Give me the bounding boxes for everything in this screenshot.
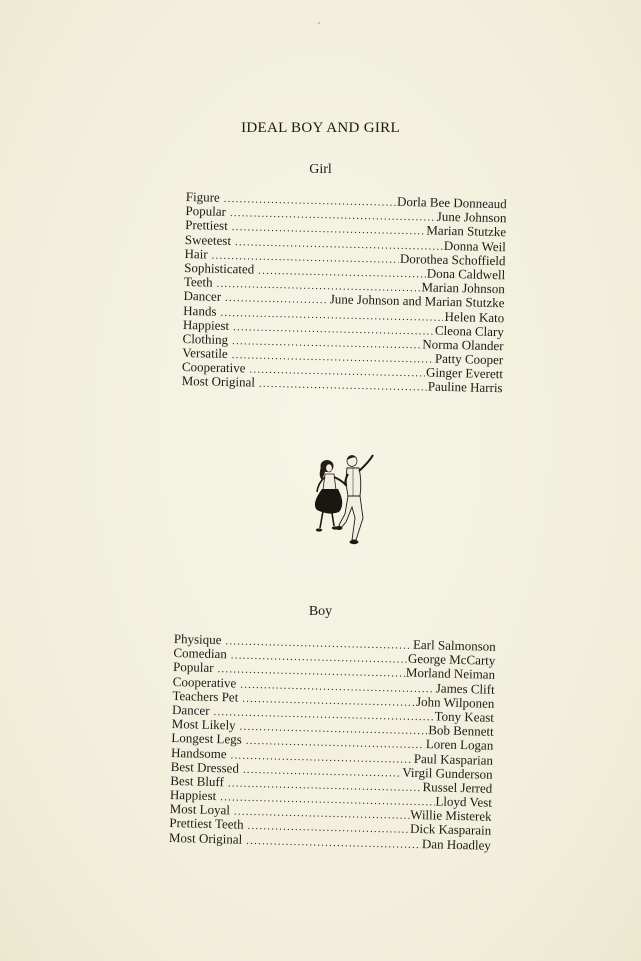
boy-section-heading: Boy [308, 604, 333, 619]
award-recipient: Bob Bennett [428, 722, 494, 739]
award-recipient: Marian Stutzke [426, 222, 507, 240]
dot-leader [259, 377, 427, 395]
award-recipient: Dorla Bee Donneaud [396, 193, 507, 212]
award-recipient: Dona Caldwell [426, 265, 506, 283]
award-recipient: June Johnson and Marian Stutzke [329, 291, 505, 311]
award-recipient: Loren Logan [425, 736, 494, 754]
award-category: Clothing [182, 330, 229, 347]
award-recipient: Patty Cooper [434, 350, 504, 368]
award-category: Hands [183, 302, 217, 319]
page-title: IDEAL BOY AND GIRL [241, 120, 400, 136]
award-category: Cooperative [181, 359, 246, 376]
award-category: Best Dressed [170, 758, 240, 776]
award-category: Popular [185, 203, 227, 220]
award-category: Happiest [169, 787, 217, 804]
award-category: Sophisticated [184, 259, 255, 277]
award-category: Dancer [171, 701, 210, 718]
award-recipient: Pauline Harris [427, 378, 503, 396]
award-recipient: Russel Jerred [422, 778, 493, 796]
award-recipient: Earl Salmonson [412, 636, 496, 654]
award-recipient: Tony Keast [434, 708, 495, 725]
award-recipient: Marian Johnson [421, 279, 506, 297]
dancing-couple-icon [303, 452, 377, 548]
award-recipient: Morland Neiman [405, 665, 496, 683]
award-category: Teeth [183, 274, 213, 290]
award-category: Popular [172, 659, 214, 676]
boy-award-list [169, 632, 496, 853]
girl-award-list [181, 190, 506, 396]
award-category: Most Loyal [169, 801, 231, 818]
award-recipient: Willie Misterek [409, 807, 492, 825]
award-recipient: Ginger Everett [425, 364, 504, 382]
award-category: Versatile [182, 345, 228, 362]
award-category: Prettiest [185, 217, 228, 234]
award-category: Teachers Pet [172, 687, 239, 705]
award-recipient: Dick Kasparain [409, 821, 492, 839]
award-category: Comedian [173, 645, 228, 662]
award-category: Cooperative [172, 673, 237, 691]
award-category: Longest Legs [171, 730, 242, 747]
dot-leader [246, 833, 421, 851]
award-category: Hair [184, 245, 208, 262]
print-mark [318, 22, 320, 24]
award-category: Best Bluff [170, 772, 225, 790]
award-category: Dancer [183, 288, 222, 305]
award-recipient: James Clift [435, 679, 495, 697]
award-category: Figure [185, 189, 220, 205]
award-recipient: Norma Olander [422, 336, 504, 354]
award-recipient: John Wilponen [415, 693, 495, 711]
award-category: Most Original [181, 373, 256, 391]
award-recipient: Cleona Clary [434, 322, 505, 339]
girl-section-heading: Girl [309, 162, 332, 177]
award-category: Sweetest [184, 231, 232, 248]
award-category: Most Original [168, 829, 243, 847]
award-recipient: June Johnson [436, 208, 507, 226]
award-recipient: Lloyd Vest [435, 793, 493, 810]
award-category: Happiest [182, 316, 230, 333]
award-recipient: Dorothea Schoffield [399, 250, 506, 269]
award-category: Physique [173, 631, 222, 648]
award-category: Most Likely [171, 716, 236, 733]
award-recipient: Paul Kasparian [413, 750, 494, 768]
award-recipient: Virgil Gunderson [402, 764, 493, 782]
award-recipient: Donna Weil [443, 237, 506, 254]
award-category: Prettiest Teeth [169, 815, 244, 833]
award-recipient: Dan Hoadley [421, 835, 492, 853]
award-category: Handsome [170, 744, 227, 761]
award-recipient: George McCarty [407, 650, 496, 669]
award-recipient: Helen Kato [444, 308, 505, 325]
